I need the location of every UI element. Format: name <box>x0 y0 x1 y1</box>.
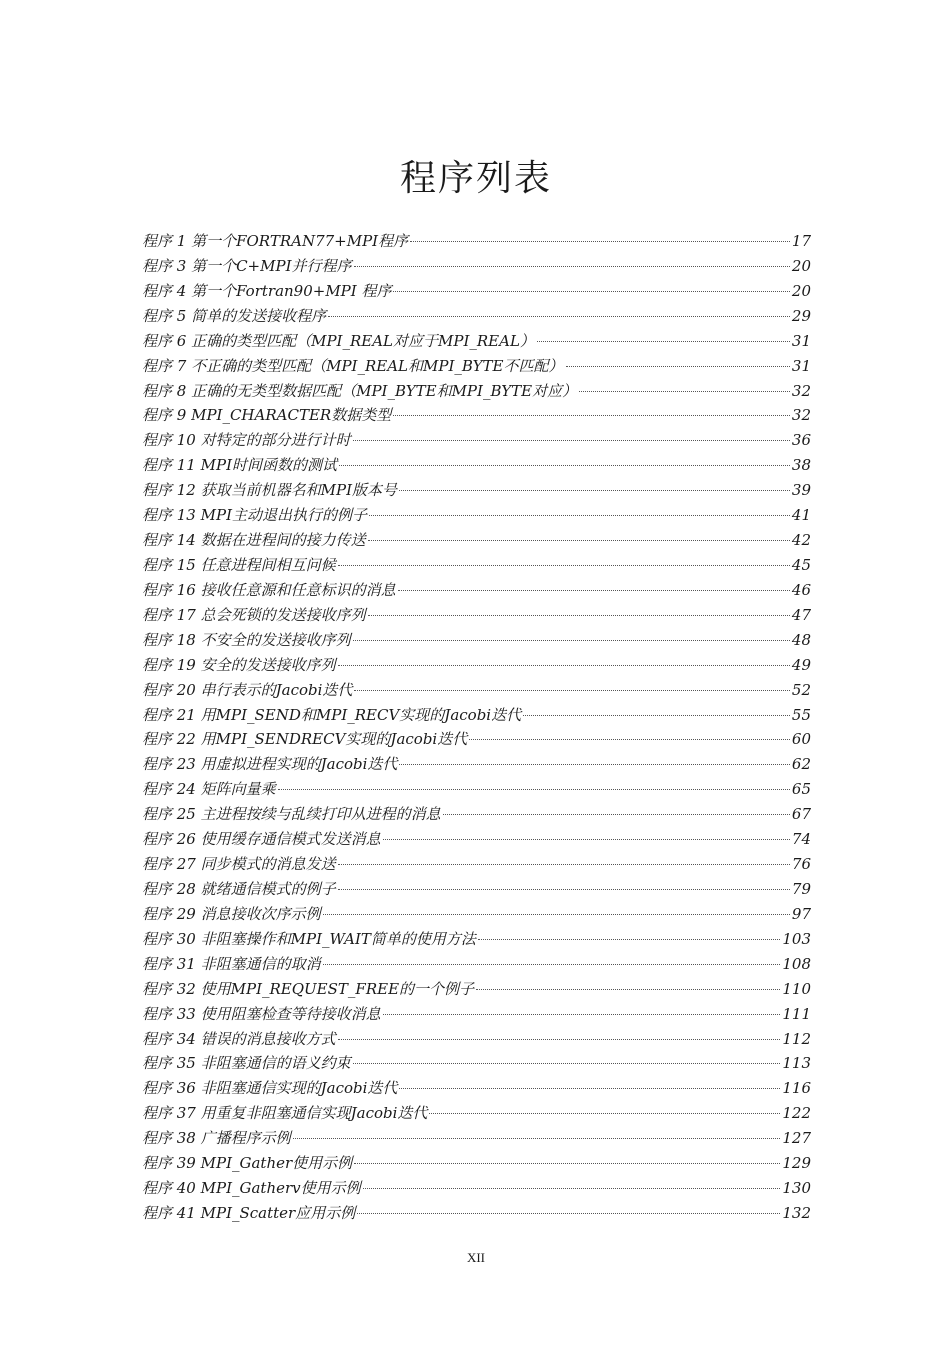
dot-leader <box>328 315 790 317</box>
entry-label: 程序 11 MPI时间函数的测试 <box>142 456 338 475</box>
entry-label: 程序 15 任意进程间相互问候 <box>142 555 336 574</box>
entry-page-number: 49 <box>791 655 811 674</box>
entry-label: 程序 40 MPI_Gatherv使用示例 <box>142 1179 361 1198</box>
entry-page-number: 46 <box>791 580 811 599</box>
program-list-entry[interactable] <box>142 453 811 478</box>
entry-page-number: 67 <box>791 805 811 824</box>
dot-leader <box>476 988 780 990</box>
entry-label: 程序 1 第一个FORTRAN77+MPI程序 <box>142 232 409 250</box>
program-list-entry[interactable] <box>142 703 811 728</box>
dot-leader <box>339 464 790 466</box>
program-list-entry[interactable] <box>142 229 811 254</box>
entry-label: 程序 6 正确的类型匹配（MPI_REAL对应于MPI_REAL） <box>142 331 535 350</box>
program-list-entry[interactable] <box>142 977 811 1002</box>
entry-label: 程序 25 主进程按续与乱续打印从进程的消息 <box>142 805 441 824</box>
program-list-entry[interactable] <box>142 727 811 752</box>
entry-page-number: 32 <box>791 381 811 400</box>
entry-label: 程序 39 MPI_Gather使用示例 <box>142 1154 353 1173</box>
entry-label: 程序 20 串行表示的Jacobi迭代 <box>142 680 353 699</box>
dot-leader <box>353 639 790 641</box>
program-list-entry[interactable] <box>142 1151 811 1176</box>
entry-page-number: 132 <box>782 1203 811 1222</box>
dot-leader <box>523 714 790 716</box>
entry-label: 程序 30 非阻塞操作和MPI_WAIT简单的使用方法 <box>142 929 476 948</box>
program-list-entry[interactable] <box>142 254 811 279</box>
program-list-entry[interactable] <box>142 1051 811 1076</box>
entry-label: 程序 22 用MPI_SENDRECV实现的Jacobi迭代 <box>142 730 468 749</box>
dot-leader <box>383 1013 781 1015</box>
entry-page-number: 17 <box>791 232 811 250</box>
dot-leader <box>443 813 790 815</box>
entry-page-number: 41 <box>791 506 811 525</box>
program-list-entry[interactable] <box>142 927 811 952</box>
entry-label: 程序 31 非阻塞通信的取消 <box>142 954 321 973</box>
program-list-entry[interactable] <box>142 354 811 379</box>
entry-page-number: 74 <box>791 830 811 849</box>
entry-page-number: 130 <box>782 1179 811 1198</box>
dot-leader <box>579 390 790 392</box>
entry-label: 程序 9 MPI_CHARACTER数据类型 <box>142 406 392 425</box>
entry-label: 程序 21 用MPI_SEND和MPI_RECV实现的Jacobi迭代 <box>142 705 522 724</box>
entry-label: 程序 17 总会死锁的发送接收序列 <box>142 605 366 624</box>
entry-page-number: 103 <box>782 929 811 948</box>
entry-page-number: 20 <box>791 256 811 275</box>
entry-label: 程序 8 正确的无类型数据匹配（MPI_BYTE和MPI_BYTE对应） <box>142 381 578 400</box>
dot-leader <box>338 564 790 566</box>
program-list-entry[interactable] <box>142 478 811 503</box>
dot-leader <box>429 1112 780 1114</box>
program-list-entry[interactable] <box>142 1101 811 1126</box>
entry-label: 程序 37 用重复非阻塞通信实现Jacobi迭代 <box>142 1104 428 1123</box>
program-list-entry[interactable] <box>142 852 811 877</box>
dot-leader <box>369 514 790 516</box>
entry-page-number: 108 <box>782 954 811 973</box>
entry-page-number: 60 <box>791 730 811 749</box>
entry-label: 程序 16 接收任意源和任意标识的消息 <box>142 580 396 599</box>
entry-page-number: 20 <box>791 281 811 300</box>
program-list-entry[interactable] <box>142 902 811 927</box>
program-list-entry[interactable] <box>142 379 811 404</box>
entry-page-number: 110 <box>782 979 811 998</box>
entry-page-number: 112 <box>782 1029 811 1048</box>
program-list-entry[interactable] <box>142 1002 811 1027</box>
dot-leader <box>566 365 790 367</box>
program-list-entry[interactable] <box>142 578 811 603</box>
entry-page-number: 79 <box>791 879 811 898</box>
dot-leader <box>537 340 790 342</box>
program-list-entry[interactable] <box>142 1076 811 1101</box>
entry-page-number: 31 <box>791 356 811 375</box>
dot-leader <box>338 863 790 865</box>
dot-leader <box>338 888 790 890</box>
program-list-entry[interactable] <box>142 279 811 304</box>
entry-label: 程序 14 数据在进程间的接力传送 <box>142 531 366 550</box>
program-list-entry[interactable] <box>142 952 811 977</box>
entry-label: 程序 5 简单的发送接收程序 <box>142 306 327 325</box>
entry-page-number: 129 <box>782 1154 811 1173</box>
entry-label: 程序 28 就绪通信模式的例子 <box>142 879 336 898</box>
entry-label: 程序 29 消息接收次序示例 <box>142 904 321 923</box>
dot-leader <box>338 1038 781 1040</box>
entry-label: 程序 27 同步模式的消息发送 <box>142 855 336 874</box>
dot-leader <box>368 539 790 541</box>
program-list-entry[interactable] <box>142 678 811 703</box>
dot-leader <box>323 913 790 915</box>
dot-leader <box>393 290 789 292</box>
dot-leader <box>410 240 790 242</box>
program-list-entry[interactable] <box>142 428 811 453</box>
entry-label: 程序 13 MPI主动退出执行的例子 <box>142 506 368 525</box>
entry-label: 程序 23 用虚拟进程实现的Jacobi迭代 <box>142 755 398 774</box>
dot-leader <box>383 838 790 840</box>
entry-page-number: 62 <box>791 755 811 774</box>
dot-leader <box>293 1137 781 1139</box>
dot-leader <box>368 614 790 616</box>
program-list-entry[interactable] <box>142 1176 811 1201</box>
entry-label: 程序 10 对特定的部分进行计时 <box>142 431 351 450</box>
program-list-entry[interactable] <box>142 1027 811 1052</box>
entry-label: 程序 24 矩阵向量乘 <box>142 780 276 799</box>
entry-page-number: 48 <box>791 630 811 649</box>
program-list-entry[interactable] <box>142 1126 811 1151</box>
entry-label: 程序 19 安全的发送接收序列 <box>142 655 336 674</box>
dot-leader <box>354 689 789 691</box>
program-list-entry[interactable] <box>142 553 811 578</box>
program-list-entry[interactable] <box>142 628 811 653</box>
program-list-entry[interactable] <box>142 802 811 827</box>
program-list <box>142 229 811 1226</box>
dot-leader <box>393 414 790 416</box>
entry-label: 程序 4 第一个Fortran90+MPI 程序 <box>142 281 392 300</box>
entry-page-number: 39 <box>791 481 811 500</box>
dot-leader <box>278 788 790 790</box>
entry-page-number: 47 <box>791 605 811 624</box>
program-list-entry[interactable] <box>142 653 811 678</box>
dot-leader <box>478 938 780 940</box>
dot-leader <box>353 1062 781 1064</box>
entry-page-number: 32 <box>791 406 811 425</box>
program-list-entry[interactable] <box>142 777 811 802</box>
dot-leader <box>469 738 790 740</box>
program-list-entry[interactable] <box>142 403 811 428</box>
dot-leader <box>354 265 790 267</box>
program-list-entry[interactable] <box>142 503 811 528</box>
entry-page-number: 65 <box>791 780 811 799</box>
entry-page-number: 76 <box>791 855 811 874</box>
entry-page-number: 97 <box>791 904 811 923</box>
entry-label: 程序 35 非阻塞通信的语义约束 <box>142 1054 351 1073</box>
entry-label: 程序 33 使用阻塞检查等待接收消息 <box>142 1004 381 1023</box>
dot-leader <box>399 763 789 765</box>
entry-page-number: 55 <box>791 705 811 724</box>
entry-label: 程序 3 第一个C+MPI并行程序 <box>142 256 352 275</box>
entry-page-number: 52 <box>791 680 811 699</box>
program-list-entry[interactable] <box>142 752 811 777</box>
entry-page-number: 127 <box>782 1129 811 1148</box>
entry-label: 程序 18 不安全的发送接收序列 <box>142 630 351 649</box>
program-list-entry[interactable] <box>142 304 811 329</box>
program-list-entry[interactable] <box>142 603 811 628</box>
entry-page-number: 38 <box>791 456 811 475</box>
entry-page-number: 113 <box>782 1054 811 1073</box>
dot-leader <box>399 489 790 491</box>
dot-leader <box>354 1162 780 1164</box>
dot-leader <box>357 1212 780 1214</box>
entry-label: 程序 7 不正确的类型匹配（MPI_REAL和MPI_BYTE不匹配） <box>142 356 564 375</box>
program-list-entry[interactable] <box>142 827 811 852</box>
entry-page-number: 45 <box>791 555 811 574</box>
program-list-entry[interactable] <box>142 528 811 553</box>
entry-label: 程序 36 非阻塞通信实现的Jacobi迭代 <box>142 1079 398 1098</box>
dot-leader <box>398 589 790 591</box>
program-list-entry[interactable] <box>142 1201 811 1226</box>
entry-page-number: 31 <box>791 331 811 350</box>
dot-leader <box>323 963 781 965</box>
entry-page-number: 29 <box>791 306 811 325</box>
entry-label: 程序 41 MPI_Scatter应用示例 <box>142 1203 356 1222</box>
dot-leader <box>363 1187 781 1189</box>
page-number: XII <box>466 1250 486 1265</box>
entry-page-number: 122 <box>782 1104 811 1123</box>
entry-label: 程序 38 广播程序示例 <box>142 1129 291 1148</box>
dot-leader <box>399 1087 780 1089</box>
entry-label: 程序 34 错误的消息接收方式 <box>142 1029 336 1048</box>
dot-leader <box>338 664 790 666</box>
entry-label: 程序 32 使用MPI_REQUEST_FREE的一个例子 <box>142 979 475 998</box>
entry-label: 程序 26 使用缓存通信模式发送消息 <box>142 830 381 849</box>
program-list-entry[interactable] <box>142 329 811 354</box>
entry-label: 程序 12 获取当前机器名和MPI版本号 <box>142 481 398 500</box>
dot-leader <box>353 439 790 441</box>
page-title: 程序列表 <box>399 158 552 199</box>
entry-page-number: 42 <box>791 531 811 550</box>
entry-page-number: 36 <box>791 431 811 450</box>
program-list-entry[interactable] <box>142 877 811 902</box>
entry-page-number: 116 <box>782 1079 811 1098</box>
entry-page-number: 111 <box>782 1004 811 1023</box>
